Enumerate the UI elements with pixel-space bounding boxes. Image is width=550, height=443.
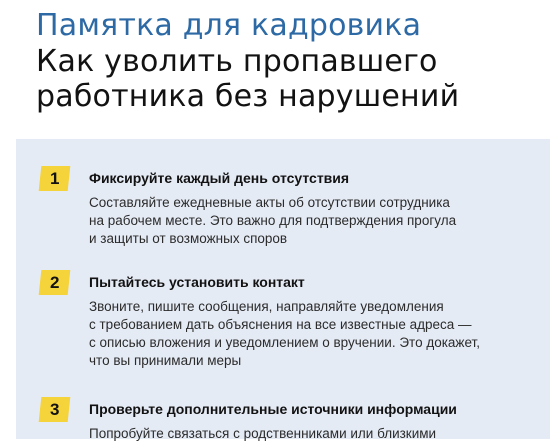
step-description-line: с описью вложения и уведомлением о вручении. Это докажет, [89, 335, 480, 350]
step-title: Фиксируйте каждый день отсутствия [89, 170, 350, 186]
step-title: Пытайтесь установить контакт [89, 274, 305, 290]
step-number-badge: 1 [39, 166, 71, 191]
step-description [89, 425, 509, 443]
page-title [36, 44, 540, 114]
page-title-line-1: Как уволить пропавшего [36, 44, 438, 79]
step-description-line: с требованием дать объяснения на все известные адреса — [89, 317, 472, 332]
step-description [89, 194, 509, 248]
header [36, 8, 540, 114]
step-number-badge: 3 [39, 397, 71, 422]
step-description-line: и защиты от возможных споров [89, 231, 288, 246]
step-title: Проверьте дополнительные источники информации [89, 401, 457, 417]
step-description-line: на рабочем месте. Это важно для подтверждения прогула [89, 213, 457, 228]
step-description-line: Попробуйте связаться с родственниками или близкими [89, 426, 437, 441]
step-description [89, 298, 509, 370]
memo-kicker: Памятка для кадровика [36, 8, 422, 43]
step-number-badge: 2 [39, 270, 71, 295]
step-description-line: что вы принимали меры [89, 353, 242, 368]
steps-panel [16, 139, 550, 439]
step-description-line: Звоните, пишите сообщения, направляйте уведомления [89, 299, 444, 314]
step-description-line: Составляйте ежедневные акты об отсутствии сотрудника [89, 195, 450, 210]
page-title-line-2: работника без нарушений [36, 79, 460, 114]
